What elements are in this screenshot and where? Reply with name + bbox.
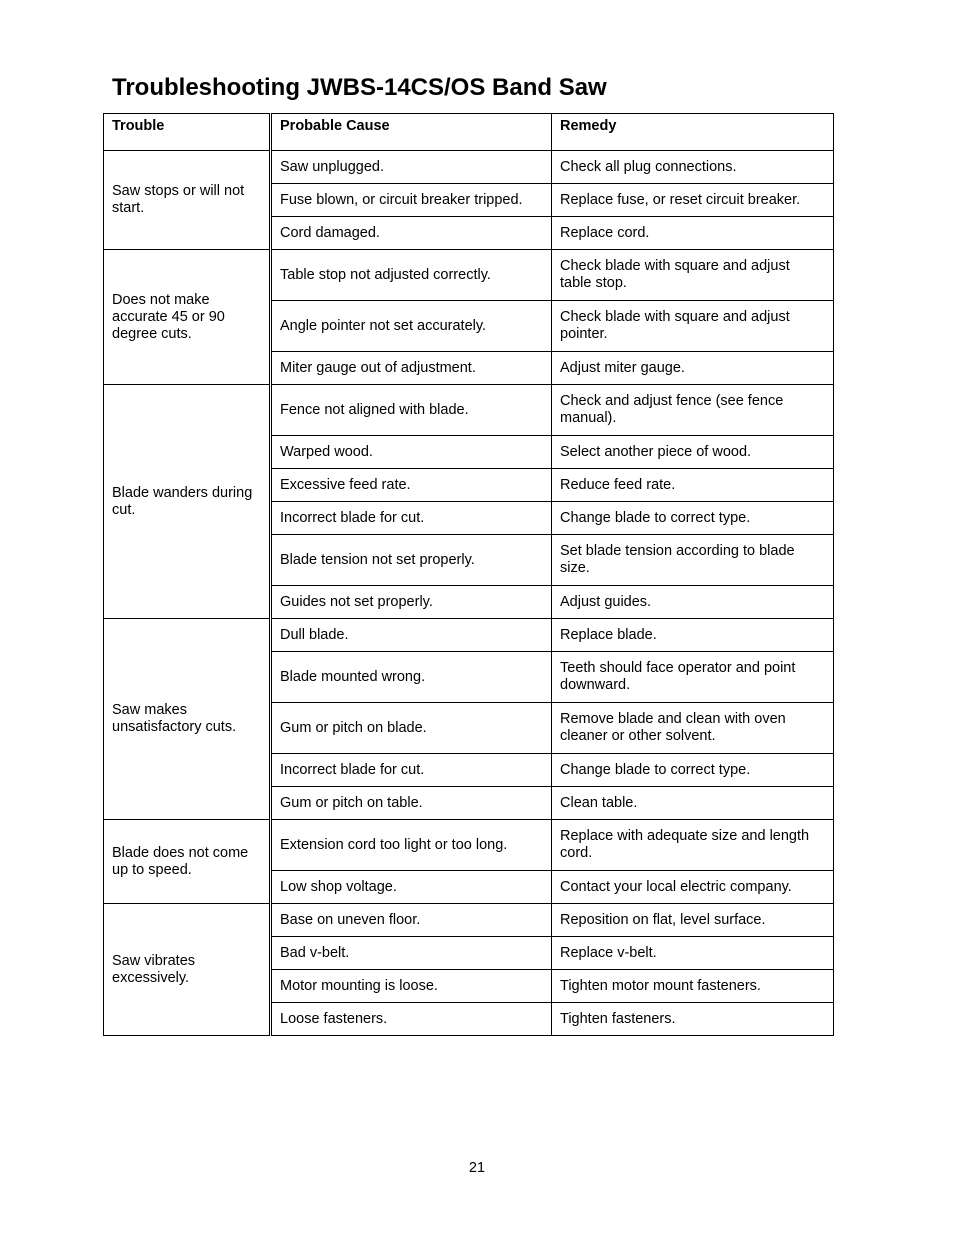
probable-cause-cell: Fuse blown, or circuit breaker tripped. [271,184,552,217]
probable-cause-cell: Saw unplugged. [271,151,552,184]
table-row [104,151,834,184]
trouble-cell: Blade does not come up to speed. [104,820,271,904]
remedy-cell: Replace with adequate size and length cord. [552,820,834,871]
remedy-cell: Tighten fasteners. [552,1003,834,1036]
remedy-cell: Select another piece of wood. [552,436,834,469]
page-number: 21 [468,1160,486,1176]
remedy-cell: Reposition on flat, level surface. [552,904,834,937]
table-body [104,151,834,1036]
troubleshooting-table [103,113,834,1036]
table-row [104,385,834,436]
header-probable-cause: Probable Cause [271,114,552,151]
table-header [104,114,834,151]
remedy-cell: Replace blade. [552,619,834,652]
table-row [104,820,834,871]
remedy-cell: Check all plug connections. [552,151,834,184]
remedy-cell: Remove blade and clean with oven cleaner or other solvent. [552,703,834,754]
remedy-cell: Teeth should face operator and point downward. [552,652,834,703]
probable-cause-cell: Fence not aligned with blade. [271,385,552,436]
probable-cause-cell: Motor mounting is loose. [271,970,552,1003]
header-trouble: Trouble [104,114,271,151]
probable-cause-cell: Angle pointer not set accurately. [271,301,552,352]
remedy-cell: Replace cord. [552,217,834,250]
probable-cause-cell: Gum or pitch on blade. [271,703,552,754]
probable-cause-cell: Base on uneven floor. [271,904,552,937]
probable-cause-cell: Guides not set properly. [271,586,552,619]
remedy-cell: Set blade tension according to blade size. [552,535,834,586]
table-row [104,250,834,301]
remedy-cell: Tighten motor mount fasteners. [552,970,834,1003]
header-remedy: Remedy [552,114,834,151]
header-row [104,114,834,151]
trouble-cell: Saw makes unsatisfactory cuts. [104,619,271,820]
probable-cause-cell: Low shop voltage. [271,871,552,904]
probable-cause-cell: Blade tension not set properly. [271,535,552,586]
remedy-cell: Check blade with square and adjust table stop. [552,250,834,301]
remedy-cell: Clean table. [552,787,834,820]
probable-cause-cell: Blade mounted wrong. [271,652,552,703]
probable-cause-cell: Miter gauge out of adjustment. [271,352,552,385]
remedy-cell: Adjust guides. [552,586,834,619]
probable-cause-cell: Extension cord too light or too long. [271,820,552,871]
remedy-cell: Replace fuse, or reset circuit breaker. [552,184,834,217]
remedy-cell: Contact your local electric company. [552,871,834,904]
remedy-cell: Change blade to correct type. [552,502,834,535]
remedy-cell: Replace v-belt. [552,937,834,970]
remedy-cell: Check blade with square and adjust pointer. [552,301,834,352]
probable-cause-cell: Cord damaged. [271,217,552,250]
trouble-cell: Saw stops or will not start. [104,151,271,250]
probable-cause-cell: Bad v-belt. [271,937,552,970]
remedy-cell: Adjust miter gauge. [552,352,834,385]
table-row [104,619,834,652]
probable-cause-cell: Table stop not adjusted correctly. [271,250,552,301]
probable-cause-cell: Dull blade. [271,619,552,652]
remedy-cell: Reduce feed rate. [552,469,834,502]
probable-cause-cell: Warped wood. [271,436,552,469]
page-title: Troubleshooting JWBS-14CS/OS Band Saw [112,74,607,101]
probable-cause-cell: Incorrect blade for cut. [271,502,552,535]
trouble-cell: Does not make accurate 45 or 90 degree cuts. [104,250,271,385]
probable-cause-cell: Gum or pitch on table. [271,787,552,820]
remedy-cell: Check and adjust fence (see fence manual). [552,385,834,436]
probable-cause-cell: Excessive feed rate. [271,469,552,502]
remedy-cell: Change blade to correct type. [552,754,834,787]
probable-cause-cell: Incorrect blade for cut. [271,754,552,787]
trouble-cell: Saw vibrates excessively. [104,904,271,1036]
trouble-cell: Blade wanders during cut. [104,385,271,619]
table-row [104,904,834,937]
probable-cause-cell: Loose fasteners. [271,1003,552,1036]
